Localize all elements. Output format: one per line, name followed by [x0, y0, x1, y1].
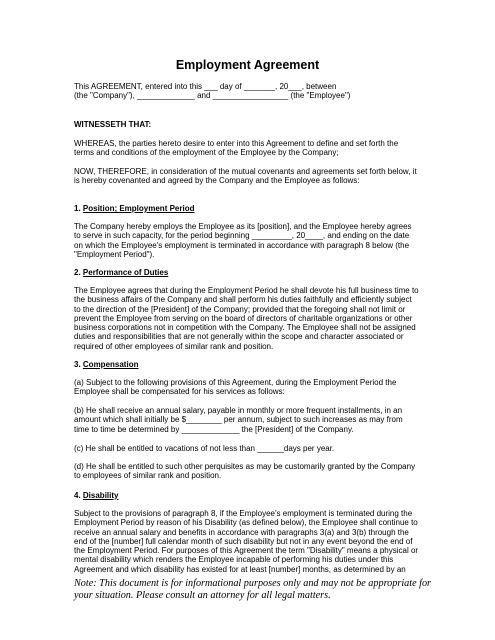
paragraph-line: "Employment Period").	[74, 249, 155, 259]
section-4-heading	[74, 491, 432, 500]
paragraph-line: duties and responsibilities that are not generally within the scope and character associated or	[74, 332, 404, 342]
section-1-heading	[74, 204, 432, 213]
paragraph-line: time to time be determined by _____________ the [President] of the Company.	[74, 424, 354, 434]
paragraph-line: required of other employees of similar rank and position.	[74, 341, 274, 351]
intro-line: (the "Company"), _____________ and _________________ (the "Employee")	[74, 91, 351, 101]
paragraph-line: to employees of similar rank and position.	[74, 471, 222, 481]
section-title: Compensation	[82, 360, 139, 369]
whereas-line: WHEREAS, the parties hereto desire to enter into this Agreement to define and set forth the	[74, 139, 399, 148]
section-4-paragraph	[74, 509, 432, 574]
section-title: Disability	[82, 491, 119, 500]
paragraph-line: business corporations not in competition with the Company. The Employee shall not be assigned	[74, 323, 416, 333]
witnesseth-heading: WITNESSETH THAT:	[74, 120, 152, 129]
paragraph-line: mental disability which renders the Employee incapable of performing his duties under this	[74, 555, 394, 565]
section-3-heading	[74, 360, 432, 369]
paragraph-line: (d) He shall be entitled to such other perquisites as may be customarily granted by the Company	[74, 462, 416, 471]
section-number: 3.	[74, 360, 81, 369]
whereas-line: terms and conditions of the employment of the Employee by the Company;	[74, 148, 339, 158]
paragraph-line: The Company hereby employs the Employee as its [position], and the Employee hereby agrees	[74, 222, 412, 231]
paragraph-line: the business affairs of the Company and shall perform his duties faithfully and efficiently subject	[74, 295, 412, 305]
paragraph-line: Agreement and which disability has existed for at least [number] months, as determined by an	[74, 564, 406, 574]
now-therefore-paragraph	[74, 167, 432, 186]
section-number: 2.	[74, 268, 81, 277]
now-therefore-line: NOW, THEREFORE, in consideration of the mutual covenants and agreements set forth below, it	[74, 167, 417, 176]
intro-line: This AGREEMENT, entered into this ___ day of _______, 20___, between	[74, 82, 337, 91]
now-therefore-line: is hereby covenanted and agreed by the Company and the Employee as follows:	[74, 176, 360, 186]
paragraph-line: Employment Period by reason of his Disability (as defined below), the Employee shall continue to	[74, 518, 418, 528]
paragraph-line: (b) He shall receive an annual salary, payable in monthly or more frequent installments, in an	[74, 406, 403, 415]
document-title: Employment Agreement	[175, 58, 320, 72]
section-title: Position; Employment Period	[82, 204, 195, 213]
paragraph-line: Subject to the provisions of paragraph 8, if the Employee's employment is terminated during the	[74, 509, 413, 518]
disclaimer-line: your situation. Please consult an attorney for all legal matters.	[74, 589, 331, 601]
paragraph-line: receive an annual salary and benefits in accordance with paragraphs 3(a) and 3(b) through the	[74, 527, 409, 537]
paragraph-line: Employee shall be compensated for his services as follows:	[74, 387, 285, 397]
paragraph-line: amount which shall initially be $________ per annum, subject to such increases as may from	[74, 415, 403, 425]
section-number: 1.	[74, 204, 81, 213]
section-1-paragraph	[74, 222, 432, 259]
section-2-heading	[74, 268, 432, 277]
paragraph-line: the Employment Period. For purposes of this Agreement the term "Disability" means a physical or	[74, 546, 419, 556]
section-title: Performance of Duties	[82, 268, 169, 277]
intro-paragraph	[74, 82, 432, 101]
section-3-paragraph-d	[74, 462, 432, 481]
section-3-paragraph-b	[74, 406, 432, 434]
paragraph-line: to the direction of the [President] of the Company; provided that the foregoing shall not limit or	[74, 304, 406, 314]
paragraph-line: end of the [number] full calendar month of such disability but not in any event beyond the end of	[74, 536, 413, 546]
paragraph-line: prevent the Employee from serving on the board of directors of charitable organizations or other	[74, 313, 413, 323]
section-number: 4.	[74, 491, 81, 500]
paragraph-line: The Employee agrees that during the Employment Period he shall devote his full business time to	[74, 286, 419, 295]
paragraph-line: (a) Subject to the following provisions of this Agreement, during the Employment Period the	[74, 378, 397, 387]
paragraph-line: on which the Employee's employment is terminated in accordance with paragraph 8 below (the	[74, 240, 410, 250]
paragraph-line: (c) He shall be entitled to vacations of not less than ______days per year.	[74, 444, 335, 453]
section-3-paragraph-c	[74, 444, 432, 453]
section-3-paragraph-a	[74, 378, 432, 397]
disclaimer-note	[74, 578, 434, 601]
paragraph-line: to serve in such capacity, for the period beginning _________, 20____, and ending on the date	[74, 231, 410, 241]
disclaimer-line: Note: This document is for informational purposes only and may not be appropriate for	[74, 578, 432, 589]
whereas-paragraph	[74, 139, 432, 158]
section-2-paragraph	[74, 286, 432, 351]
